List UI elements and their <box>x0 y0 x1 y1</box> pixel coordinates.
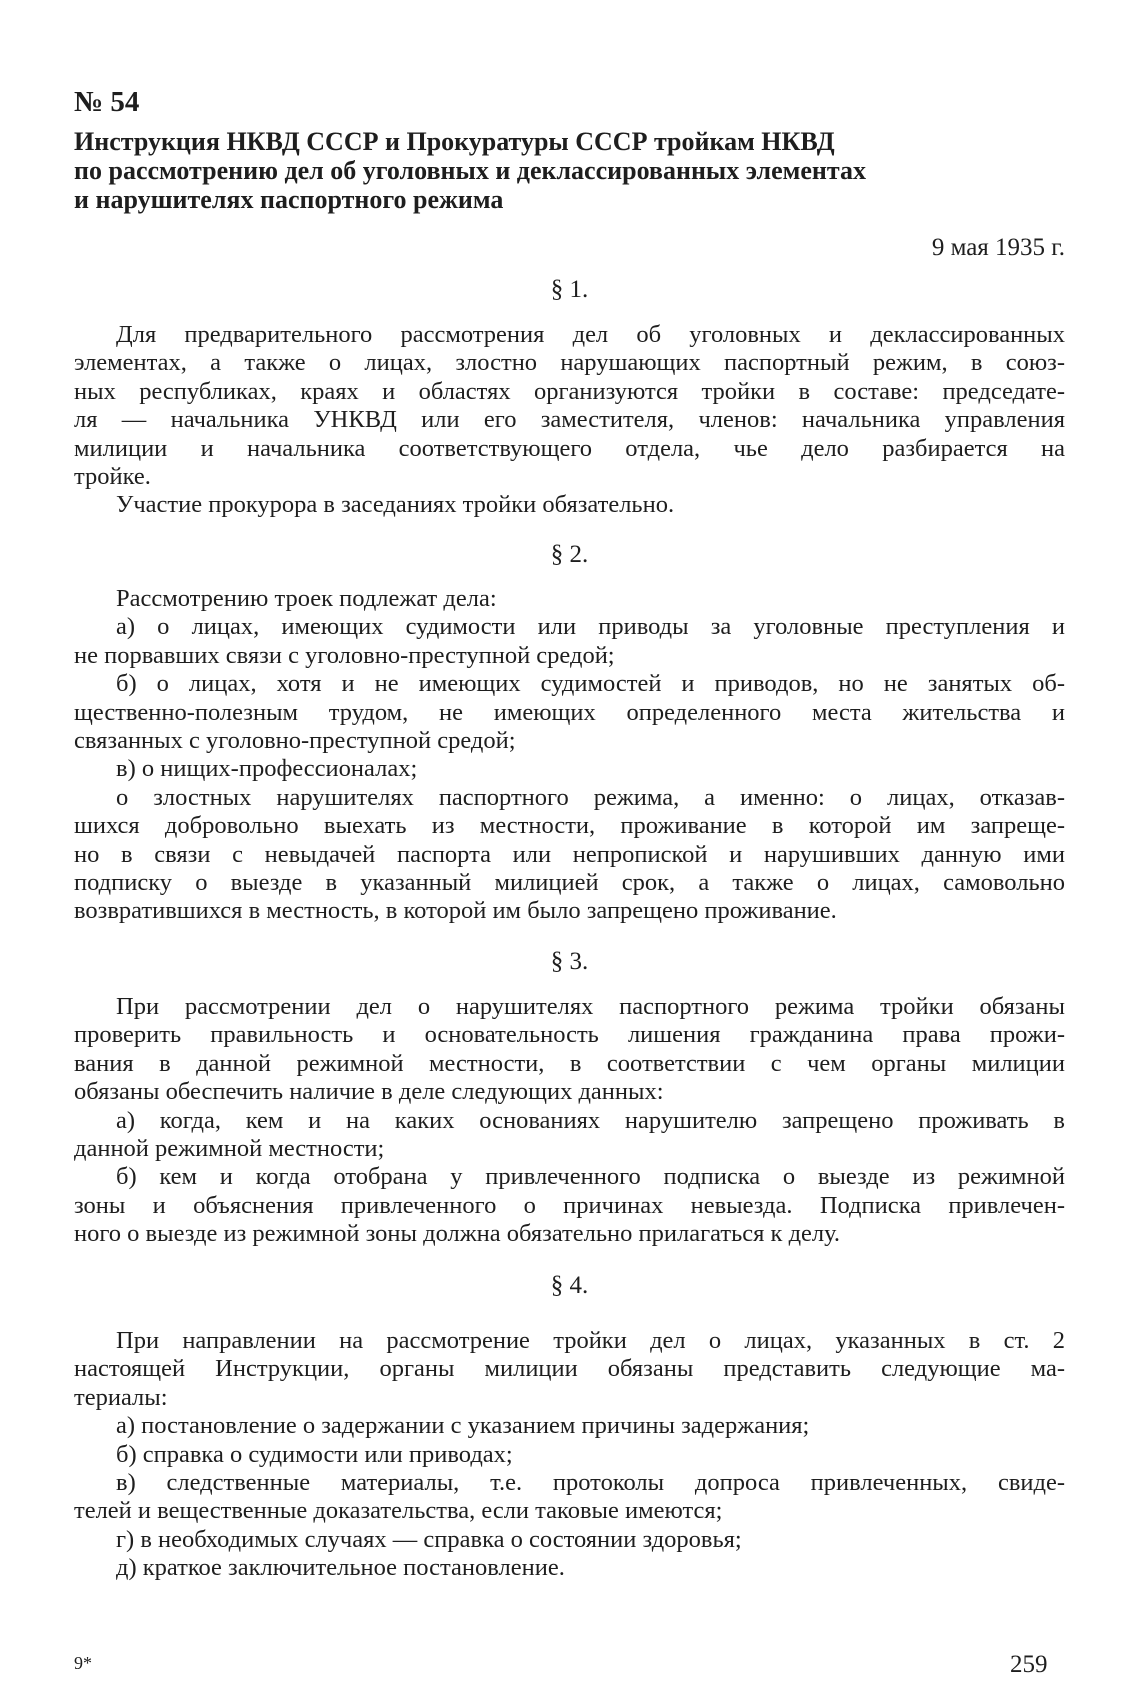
text-line: ных республиках, краях и областях организуются тройки в составе: председате- <box>74 377 1065 405</box>
paragraph <box>74 1526 1065 1554</box>
title-line: Инструкция НКВД СССР и Прокуратуры СССР тройкам НКВД <box>74 127 835 156</box>
paragraph <box>74 1441 1065 1469</box>
paragraph <box>74 321 1065 491</box>
text-line: о злостных нарушителях паспортного режима, а именно: о лицах, отказав- <box>116 783 1065 811</box>
text-line: а) о лицах, имеющих судимости или приводы за уголовные преступления и <box>116 613 1065 641</box>
section-heading: § 1. <box>550 276 589 303</box>
section-heading: § 2. <box>550 541 589 568</box>
text-line: обязаны обеспечить наличие в деле следующих данных: <box>74 1078 664 1106</box>
paragraph <box>74 491 1065 519</box>
paragraph <box>74 585 1065 613</box>
signature-mark: 9* <box>74 1653 92 1673</box>
text-line: ля — начальника УНКВД или его заместителя, членов: начальника управления <box>74 406 1065 434</box>
text-line: настоящей Инструкции, органы милиции обязаны представить следующие ма- <box>74 1355 1065 1383</box>
section-body <box>74 585 1065 926</box>
text-line: шихся добровольно выехать из местности, проживание в которой им запреще- <box>74 812 1065 840</box>
text-line: вания в данной режимной местности, в соответствии с чем органы милиции <box>74 1049 1065 1077</box>
paragraph <box>74 1412 1065 1440</box>
page-number: 259 <box>1010 1651 1048 1678</box>
text-line: проверить правильность и основательность лишения гражданина права прожи- <box>74 1021 1065 1049</box>
document-title <box>74 127 1065 214</box>
text-line: Участие прокурора в заседаниях тройки обязательно. <box>116 491 675 519</box>
section-heading: § 4. <box>550 1272 589 1299</box>
text-line: г) в необходимых случаях — справка о состоянии здоровья; <box>116 1525 742 1553</box>
text-line: связанных с уголовно-преступной средой; <box>74 726 516 754</box>
text-line: б) кем и когда отобрана у привлеченного подписка о выезде из режимной <box>116 1163 1065 1191</box>
paragraph <box>74 993 1065 1107</box>
document-number: № 54 <box>74 86 140 118</box>
text-line: При рассмотрении дел о нарушителях паспортного режима тройки обязаны <box>116 993 1065 1020</box>
paragraph <box>74 755 1065 783</box>
section-body <box>74 993 1065 1249</box>
text-line: а) когда, кем и на каких основаниях нарушителю запрещено проживать в <box>116 1106 1065 1134</box>
document-date: 9 мая 1935 г. <box>931 234 1065 261</box>
text-line: При направлении на рассмотрение тройки дел о лицах, указанных в ст. 2 <box>116 1327 1065 1354</box>
text-line: ного о выезде из режимной зоны должна обязательно прилагаться к делу. <box>74 1220 841 1248</box>
text-line: в) следственные материалы, т.е. протоколы допроса привлеченных, свиде- <box>116 1468 1065 1496</box>
paragraph <box>74 1107 1065 1164</box>
text-line: щественно-полезным трудом, не имеющих определенного места жительства и <box>74 698 1065 726</box>
paragraph <box>74 1327 1065 1412</box>
text-line: в) о нищих-профессионалах; <box>116 755 418 783</box>
text-line: зоны и объяснения привлеченного о причинах невыезда. Подписка привлечен- <box>74 1191 1065 1219</box>
title-line: по рассмотрению дел об уголовных и деклассированных элементах <box>74 156 866 185</box>
section-body <box>74 321 1065 520</box>
paragraph <box>74 1554 1065 1582</box>
text-line: данной режимной местности; <box>74 1134 385 1162</box>
paragraph <box>74 1469 1065 1526</box>
text-line: подписку о выезде в указанный милицией срок, а также о лицах, самовольно <box>74 868 1065 896</box>
title-line: и нарушителях паспортного режима <box>74 185 504 214</box>
section-heading: § 3. <box>550 948 589 975</box>
paragraph <box>74 784 1065 926</box>
section-body <box>74 1327 1065 1583</box>
text-line: а) постановление о задержании с указанием причины задержания; <box>116 1412 810 1440</box>
text-line: б) о лицах, хотя и не имеющих судимостей и приводов, но не занятых об- <box>116 670 1065 698</box>
text-line: не порвавших связи с уголовно-преступной средой; <box>74 641 615 669</box>
paragraph <box>74 670 1065 755</box>
text-line: териалы: <box>74 1383 168 1411</box>
text-line: элементах, а также о лицах, злостно нарушающих паспортный режим, в союз- <box>74 349 1065 377</box>
text-line: тройке. <box>74 462 151 490</box>
text-line: милиции и начальника соответствующего отдела, чье дело разбирается на <box>74 434 1065 462</box>
text-line: возвратившихся в местность, в которой им было запрещено проживание. <box>74 897 837 925</box>
text-line: д) краткое заключительное постановление. <box>116 1554 565 1582</box>
text-line: но в связи с невыдачей паспорта или непропиской и нарушивших данную ими <box>74 840 1065 868</box>
text-line: телей и вещественные доказательства, если таковые имеются; <box>74 1497 723 1525</box>
text-line: б) справка о судимости или приводах; <box>116 1440 513 1468</box>
text-line: Рассмотрению троек подлежат дела: <box>116 585 497 612</box>
paragraph <box>74 1163 1065 1248</box>
paragraph <box>74 613 1065 670</box>
text-line: Для предварительного рассмотрения дел об уголовных и деклассированных <box>116 321 1065 348</box>
